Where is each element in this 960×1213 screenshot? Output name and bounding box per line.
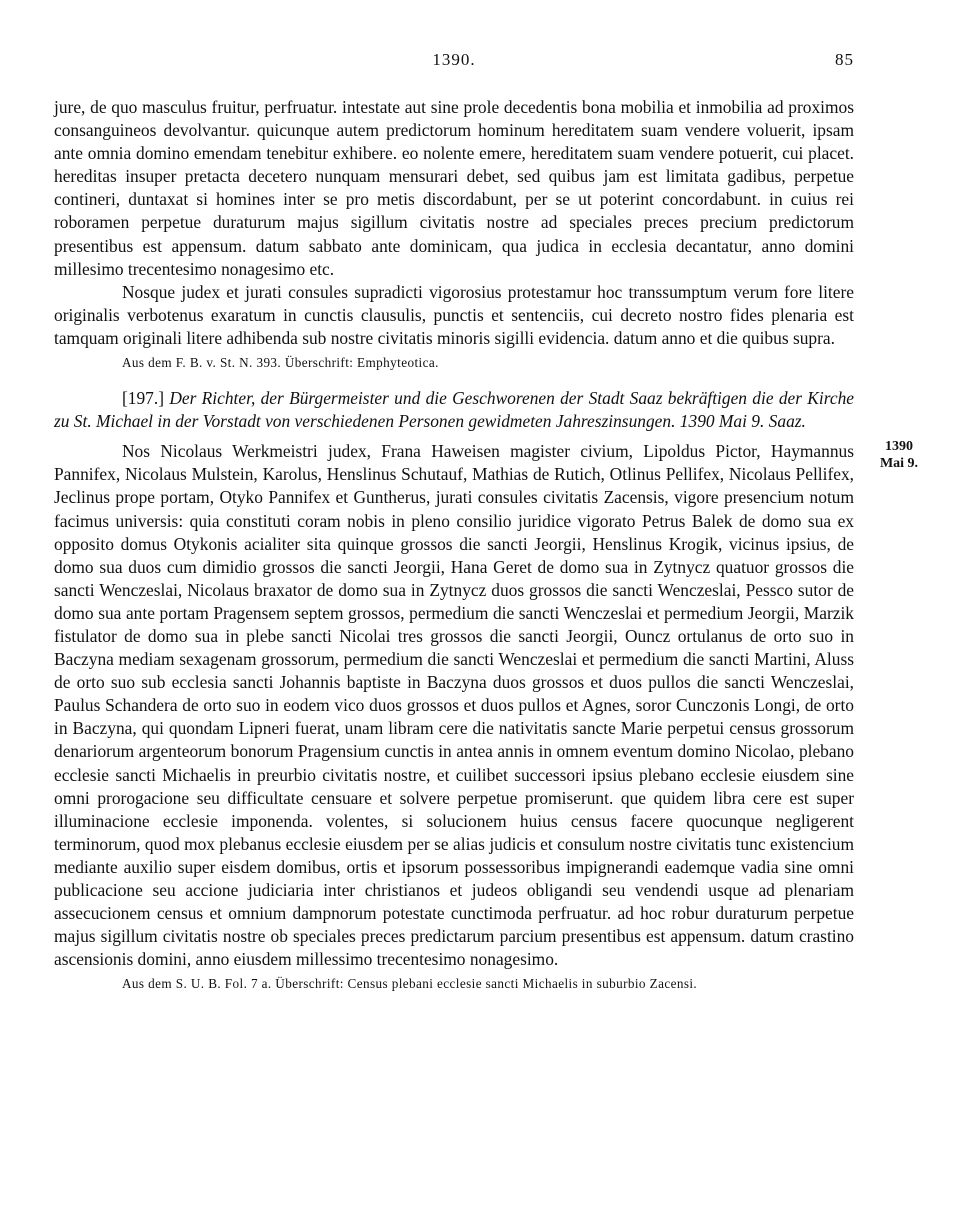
margin-date-note [864,438,934,472]
previous-entry-source-note: Aus dem F. B. v. St. N. 393. Überschrift: Emphyteotica. [122,355,439,371]
document-regest: Der Richter, der Bürgermeister und die Geschworenen der Stadt Saaz bekräftigen die der Kirche zu St. Michael in der Vorstadt von verschiedenen Personen gewidmeten Jahreszinsungen. [54,388,854,432]
page-body [54,96,854,994]
running-header [54,50,854,74]
header-year: 1390. [432,50,476,69]
page-number: 85 [835,50,854,69]
document-source-note: Aus dem S. U. B. Fol. 7 a. Überschrift: Census plebani ecclesie sancti Michaelis in suburbio Zacensi. [122,976,698,992]
document-number: [197.] [122,388,165,409]
document-text: Nos Nicolaus Werkmeistri judex, Frana Haweisen magister civium, Lipoldus Pictor, Haymannus Pannifex, Nicolaus Mulstein, Karolus, Henslinus Schutauf, Mathias de Rutich, Otlinus Pellifex, Nicolaus Pellifex, Jeclinus prope portam, Otyko Pannifex et Guntherus, jurati consules civitatis Zacensis, vigore presencium notum facimus universis: quia constituti coram nobis in pleno consilio juridice vigorato Petrus Balek de domo sua ex opposito domus Otykonis acialiter sita quinque grossos die sancti Jeorgii, Henslinus Krogik, vicinus ipsius, de domo sua duos cum dimidio grossos die sancti Jeorgii, Hana Geret de domo sua in Zytnycz quatuor grossos die sancti Wenczeslai, Nicolaus braxator de domo sua in Zytnycz duos grossos die sancti Wenczeslai, Pessco sutor de domo sua ante portam Pragensem septem grossos, permedium die sancti Wenczeslai et permedium Jeorgii, Marzik fistulator de domo sua in plebe sancti Nicolai tres grossos die sancti Jeorgii, Ouncz ortulanus de orto suo in Baczyna mediam sexagenam grossorum, permedium die sancti Wenczeslai et permedium die sancti Martini, Aluss de orto suo sub ecclesia sancti Johannis baptiste in Baczyna duos grossos et duos pullos die sancti Wenczeslai, Paulus Schandera de orto suo in eodem vico duos grossos et duos pullos et Agnes, soror Cunczonis Longi, de orto in Baczyna, qui quondam Lipneri fuerat, unam libram cere die nativitatis sancte Marie perpetui census grossorum denariorum argenteorum bonorum Pragensium cunctis in antea annis in omnem eventum domino Nicolao, plebano ecclesie sancti Michaelis in preurbio civitatis nostre, et cuilibet successori ipsius plebano ecclesie eiusdem sine omni prorogacione seu difficultate censuare et solvere perpetue promiserunt. que quidem libra cere est super illuminacione ecclesie imponenda. volentes, si solucionem huius census facere quocunque negligerent terminorum, quod mox plebanus ecclesie eiusdem per se alias judicis et consulum nostre civitatis tunc existencium mediante auxilio super eisdem domibus, ortis et ipsorum possessoribus impignerandi eademque vadia sine omni publicacione seu accione judiciaria inter christianos et judeos obligandi seu vendendi usque ad plenariam assecucionem census et omnium dampnorum potestate cunctimoda perfruatur. ad hoc robur duraturum perpetue majus sigillum civitatis nostre ob speciales preces predictarum parcium presentibus est appensum. datum crastino ascensionis domini, anno eiusdem millessimo trecentesimo nonagesimo. [54,441,854,970]
document-heading [54,387,854,433]
margin-year: 1390 [885,439,913,454]
attestation-paragraph: Nosque judex et jurati consules supradicti vigorosius protestamur hoc transsumptum verum fore litere originalis verbotenus exaratum in cunctis clausulis, punctis et sentenciis, cui decreto nostro fides plenaria est tamquam originali litere adhibenda sub nostre civitatis minoris sigilli evidencia. datum anno et die quibus supra. [54,281,854,348]
document-date: 1390 Mai 9. Saaz. [679,411,806,432]
previous-entry-paragraph: jure, de quo masculus fruitur, perfruatur. intestate aut sine prole decedentis bona mobilia et inmobilia ad proximos consanguineos devolvantur. quicunque autem predictorum hominum hereditatem suam vendere voluerit, ipsam ante omnia domino emendam tenebitur exhibere. eo nolente emere, hereditatem suam vendere potuerit, cui placet. hereditas insuper pretacta decetero nunquam mensurari debet, sed quibus jam est limitata gadibus, perpetue contineri, duntaxat si homines inter se pro metis discordabunt, per se ut poterint concordabunt. in cuius rei roboramen perpetue duraturum majus sigillum civitatis nostre ad speciales preces precium predictorum presentibus est appensum. datum sabbato ante dominicam, qua judica in ecclesia decantatur, anno domini millesimo trecentesimo nonagesimo etc. [54,97,854,279]
margin-date: Mai 9. [879,456,919,471]
